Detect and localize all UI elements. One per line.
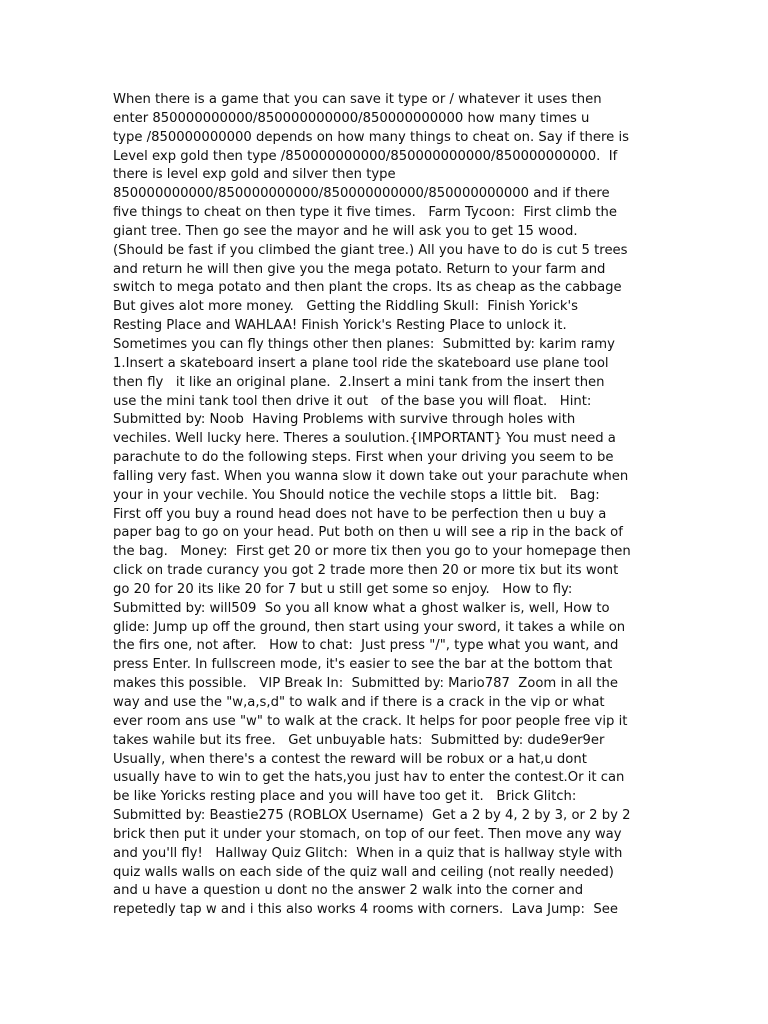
text-line: press Enter. In fullscreen mode, it's easier to see the bar at the bottom that — [113, 657, 613, 673]
text-line: be like Yoricks resting place and you will have too get it. Brick Glitch: — [113, 789, 577, 805]
text-line: usually have to win to get the hats,you just hav to enter the contest.Or it can — [113, 770, 625, 786]
text-line: and return he will then give you the mega potato. Return to your farm and — [113, 261, 606, 277]
text-line: (Should be fast if you climbed the giant tree.) All you have to do is cut 5 trees — [113, 242, 628, 258]
text-line: paper bag to go on your head. Put both on then u will see a rip in the back of — [113, 525, 623, 541]
text-line: there is level exp gold and silver then type — [113, 167, 396, 183]
text-line: five things to cheat on then type it five times. Farm Tycoon: First climb the — [113, 205, 617, 221]
text-line: Sometimes you can fly things other then planes: Submitted by: karim ramy — [113, 336, 615, 352]
text-line: But gives alot more money. Getting the Riddling Skull: Finish Yorick's — [113, 299, 578, 315]
text-line: makes this possible. VIP Break In: Submitted by: Mario787 Zoom in all the — [113, 676, 618, 692]
text-line: click on trade curancy you got 2 trade more then 20 or more tix but its wont — [113, 563, 619, 579]
text-line: Submitted by: Beastie275 (ROBLOX Username) Get a 2 by 4, 2 by 3, or 2 by 2 — [113, 808, 631, 824]
text-line: ever room ans use "w" to walk at the crack. It helps for poor people free vip it — [113, 713, 628, 729]
text-line: switch to mega potato and then plant the crops. Its as cheap as the cabbage — [113, 280, 622, 296]
text-line: parachute to do the following steps. First when your driving you seem to be — [113, 450, 614, 466]
text-line: and u have a question u dont no the answer 2 walk into the corner and — [113, 883, 584, 899]
text-line: Submitted by: Noob Having Problems with survive through holes with — [113, 412, 576, 428]
text-line: First off you buy a round head does not have to be perfection then u buy a — [113, 506, 607, 522]
text-line: brick then put it under your stomach, on top of our feet. Then move any way — [113, 826, 622, 842]
body-text — [113, 91, 661, 920]
text-line: 1.Insert a skateboard insert a plane tool ride the skateboard use plane tool — [113, 355, 609, 371]
text-line: 850000000000/850000000000/850000000000/850000000000 and if there — [113, 186, 610, 202]
text-line: your in your vechile. You Should notice the vechile stops a little bit. Bag: — [113, 487, 600, 503]
text-line: use the mini tank tool then drive it out of the base you will float. Hint: — [113, 393, 592, 409]
text-line: Usually, when there's a contest the reward will be robux or a hat,u dont — [113, 751, 587, 767]
text-line: Level exp gold then type /850000000000/850000000000/850000000000. If — [113, 148, 618, 164]
text-line: way and use the "w,a,s,d" to walk and if there is a crack in the vip or what — [113, 695, 605, 710]
text-line: glide: Jump up off the ground, then start using your sword, it takes a while on — [113, 619, 626, 635]
text-line: vechiles. Well lucky here. Theres a soulution.{IMPORTANT} You must need a — [113, 431, 616, 447]
text-line: the bag. Money: First get 20 or more tix then you go to your homepage then — [113, 544, 631, 560]
text-line: giant tree. Then go see the mayor and he will ask you to get 15 wood. — [113, 223, 578, 239]
text-line: enter 850000000000/850000000000/850000000000 how many times u — [113, 110, 590, 126]
text-line: then fly it like an original plane. 2.Insert a mini tank from the insert then — [113, 374, 605, 390]
text-line: Resting Place and WAHLAA! Finish Yorick's Resting Place to unlock it. — [113, 318, 567, 334]
text-line: and you'll fly! Hallway Quiz Glitch: When in a quiz that is hallway style with — [113, 845, 623, 861]
text-line: repetedly tap w and i this also works 4 rooms with corners. Lava Jump: See — [113, 902, 618, 918]
text-line: the firs one, not after. How to chat: Just press "/", type what you want, and — [113, 638, 619, 654]
text-line: type /850000000000 depends on how many things to cheat on. Say if there is — [113, 129, 629, 145]
text-line: quiz walls walls on each side of the quiz wall and ceiling (not really needed) — [113, 864, 614, 880]
text-line: go 20 for 20 its like 20 for 7 but u still get some so enjoy. How to fly: — [113, 581, 573, 597]
text-line: Submitted by: will509 So you all know what a ghost walker is, well, How to — [113, 600, 610, 616]
text-line: falling very fast. When you wanna slow it down take out your parachute when — [113, 468, 629, 484]
text-line: takes wahile but its free. Get unbuyable hats: Submitted by: dude9er9er — [113, 732, 605, 748]
text-line: When there is a game that you can save it type or / whatever it uses then — [113, 92, 602, 107]
